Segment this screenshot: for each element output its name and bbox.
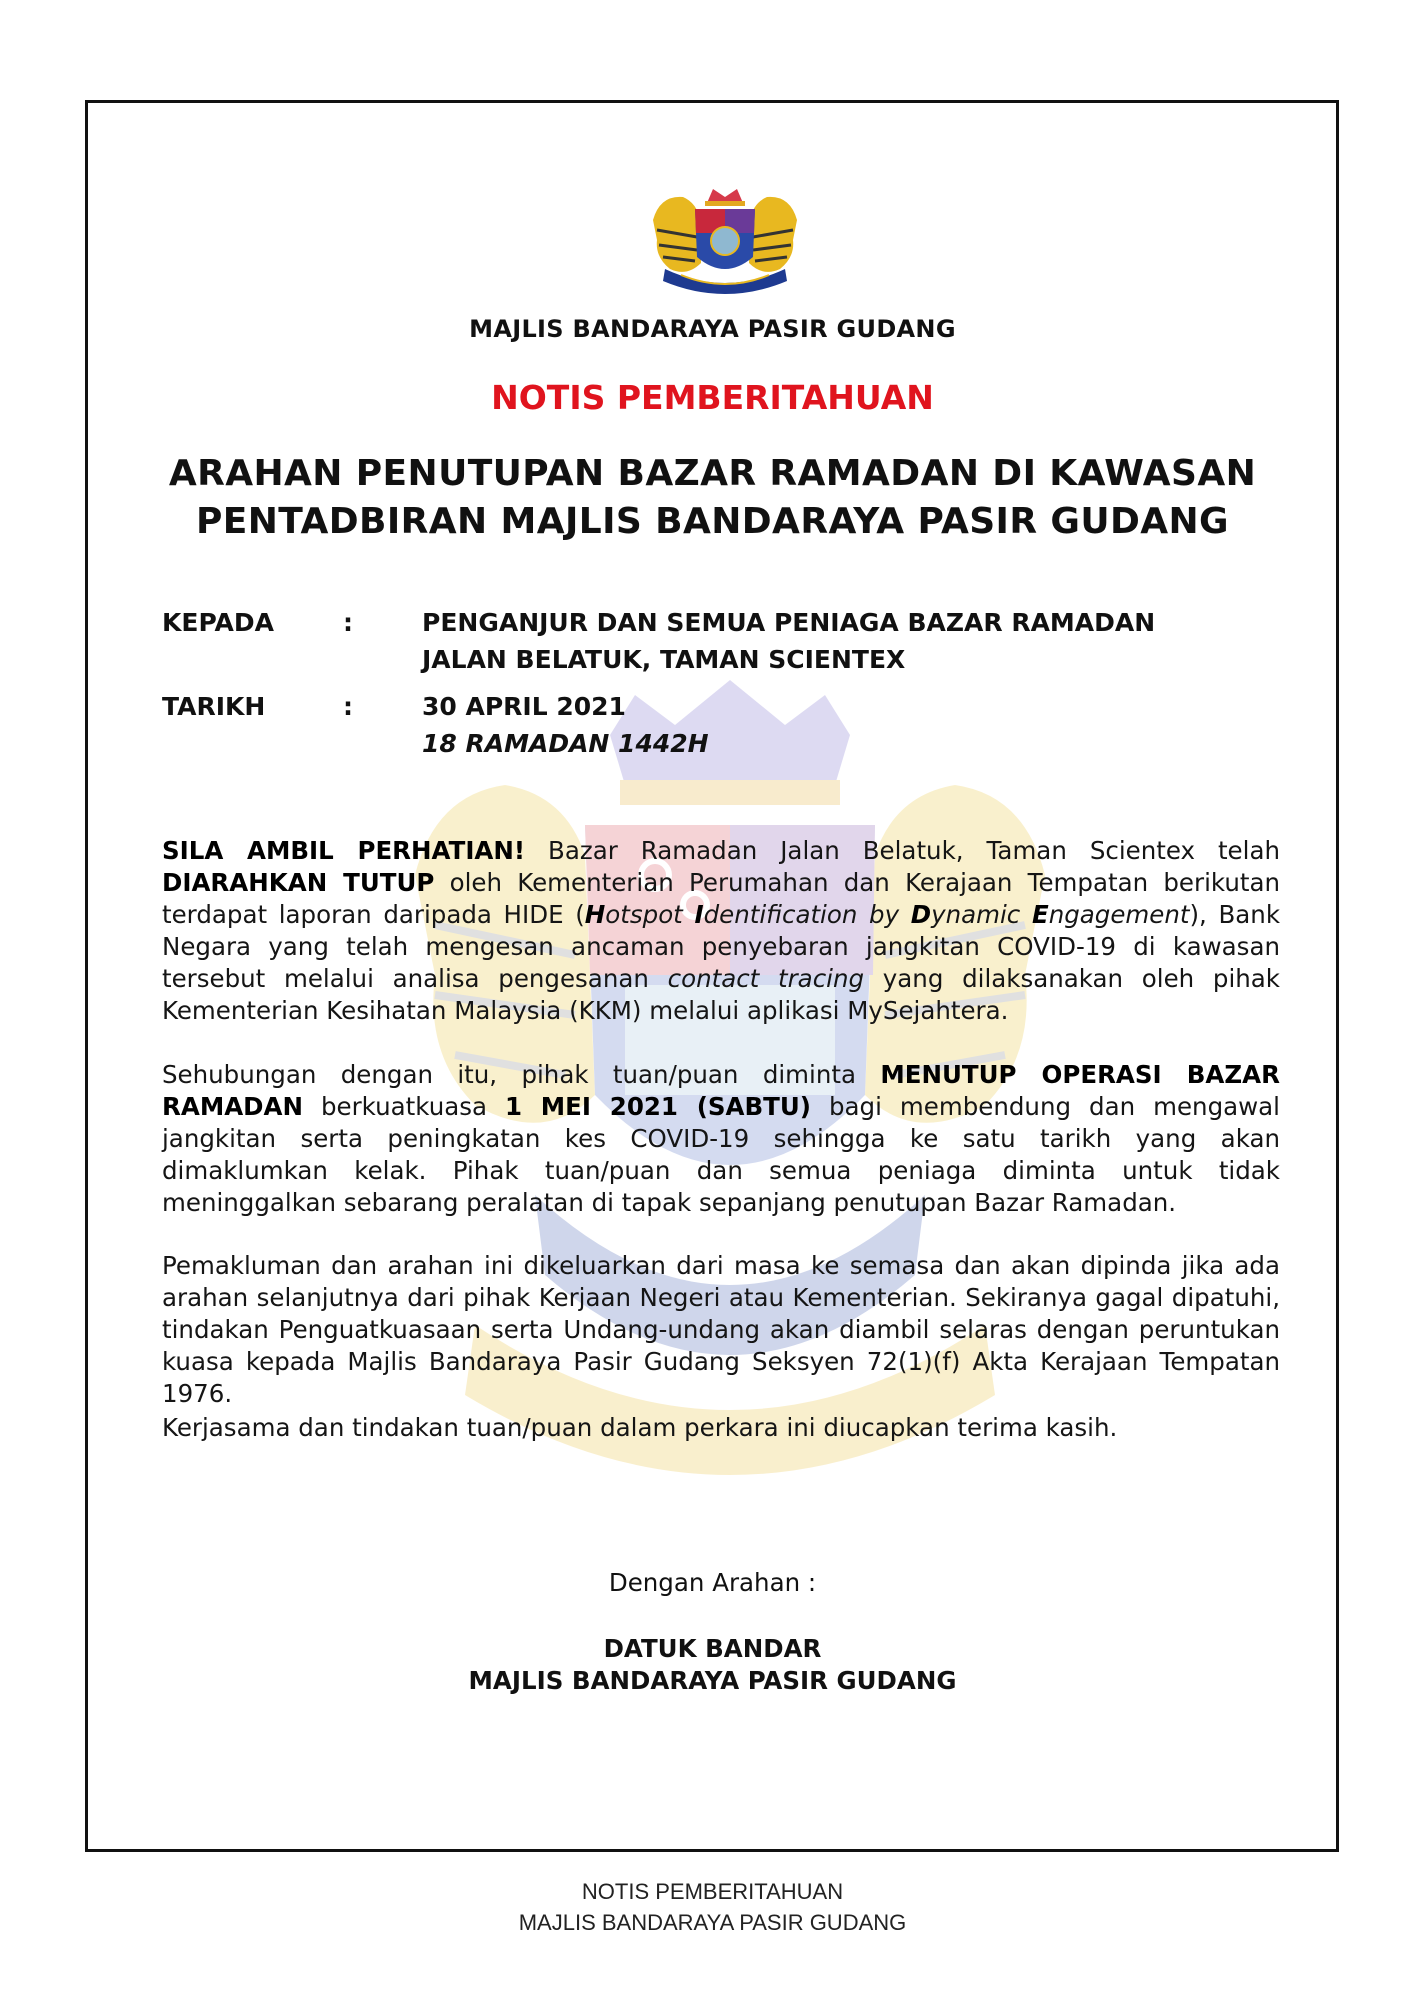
to-label: KEPADA [162,608,274,637]
organization-name: MAJLIS BANDARAYA PASIR GUDANG [469,315,956,343]
signature-title [0,1633,1425,1697]
contact-tracing-text: contact tracing [667,964,865,993]
signature-intro: Dengan Arahan : [608,1568,817,1597]
close-operation-text: MENUTUP OPERASI BAZAR RAMADAN [162,1060,1280,1121]
date-value [422,688,709,762]
notice-subject [0,450,1425,546]
date-hijri: 18 RAMADAN 1442H [422,729,709,758]
subject-line-1: ARAHAN PENUTUPAN BAZAR RAMADAN DI KAWASAN [168,453,1257,494]
effective-date-text: 1 MEI 2021 (SABTU) [505,1092,811,1121]
hide-expansion: Hotspot Identification by Dynamic Engagement [584,900,1190,929]
date-colon: : [343,692,353,721]
to-line-2: JALAN BELATUK, TAMAN SCIENTEX [422,645,906,674]
body-paragraph-2: Sehubungan dengan itu, pihak tuan/puan diminta MENUTUP OPERASI BAZAR RAMADAN berkuatkuasa 1 MEI 2021 (SABTU) bagi membendung dan mengawal jangkitan serta peningkatan kes COVID-19 sehingga ke satu tarikh yang akan dimaklumkan kelak. Pihak tuan/puan dan semua peniaga diminta untuk tidak meninggalkan sebarang peralatan di tapak sepanjang penutupan Bazar Ramadan. [162,1060,1280,1217]
body-paragraph-1: SILA AMBIL PERHATIAN! Bazar Ramadan Jalan Belatuk, Taman Scientex telah DIARAHKAN TUTUP oleh Kementerian Perumahan dan Kerajaan Tempatan berikutan terdapat laporan daripada HIDE (Hotspot Identification by Dynamic Engagement), Bank Negara yang telah mengesan ancaman penyebaran jangkitan COVID-19 di kawasan tersebut melalui analisa pengesanan contact tracing yang dilaksanakan oleh pihak Kementerian Kesihatan Malaysia (KKM) melalui aplikasi MySejahtera. [162,836,1281,1025]
date-label: TARIKH [162,692,266,721]
closing-remark: Kerjasama dan tindakan tuan/puan dalam perkara ini diucapkan terima kasih. [162,1413,1118,1442]
to-line-1: PENGANJUR DAN SEMUA PENIAGA BAZAR RAMADAN [422,608,1156,637]
attention-text: SILA AMBIL PERHATIAN! [162,836,526,865]
footer-line-1: NOTIS PEMBERITAHUAN [581,1879,844,1904]
footer [0,1876,1425,1938]
body-paragraph-3: Pemakluman dan arahan ini dikeluarkan dari masa ke semasa dan akan dipinda jika ada arahan selanjutnya dari pihak Kerjaan Negeri atau Kementerian. Sekiranya gagal dipatuhi, tindakan Penguatkuasaan serta Undang-undang akan diambil selaras dengan peruntukan kuasa kepada Majlis Bandaraya Pasir Gudang Seksyen 72(1)(f) Akta Kerajaan Tempatan 1976. [162,1251,1280,1408]
directed-closed-text: DIARAHKAN TUTUP [162,868,435,897]
to-colon: : [343,608,353,637]
footer-line-2: MAJLIS BANDARAYA PASIR GUDANG [518,1910,907,1935]
date-gregorian: 30 APRIL 2021 [422,692,626,721]
subject-line-2: PENTADBIRAN MAJLIS BANDARAYA PASIR GUDANG [195,501,1229,542]
signature-title-line-2: MAJLIS BANDARAYA PASIR GUDANG [468,1666,957,1695]
city-council-crest-icon [645,185,805,295]
to-value [422,604,1155,678]
signature-title-line-1: DATUK BANDAR [603,1634,822,1663]
notice-title: NOTIS PEMBERITAHUAN [491,378,934,417]
